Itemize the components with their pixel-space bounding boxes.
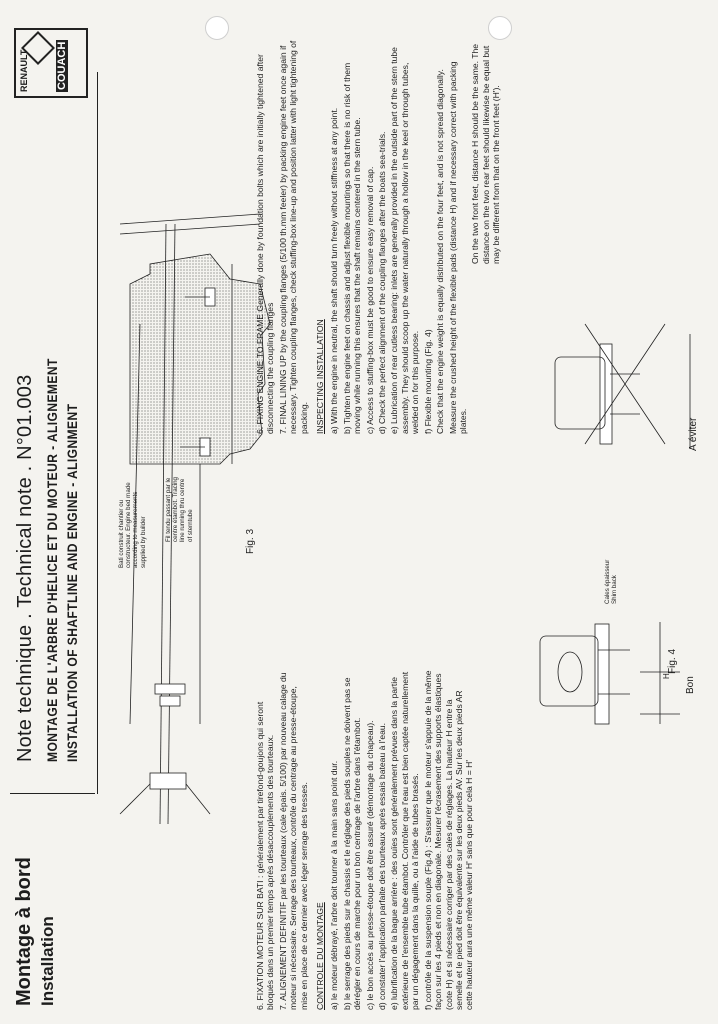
fig4-good-label: Bon <box>685 676 696 694</box>
fr-item-b: b) le serrage des pieds sur le chassis et le réglage des pieds souples ne doivent pas se dérégler en cours de marche pour un bon centrage de l'arbre dans l'étambot. <box>341 677 363 1010</box>
fig3-note-line: Fil tendu passant par le centre étambot. Tracing line running thru centre of sterntube <box>165 476 194 542</box>
fig3-label: Fig. 3 <box>245 528 256 554</box>
fr-paragraph-6: 6. FIXATION MOTEUR SUR BATI : généralement par tirefond-goujons qui seront bloqués dans un premier temps après désaccouplements des tourteaux. <box>255 701 276 1010</box>
fr-item-e: e) lubrification de la bague arrière : des ouïes sont généralement prévues dans la partie extérieure de l'ensemble tube étambot. Contrôler que l'eau est bien captée naturellement par un dégagement dans la quille, ou à l'aide de tubes brasés. <box>389 671 421 1010</box>
fig4-good <box>540 622 680 724</box>
fr-paragraph-7: 7. ALIGNEMENT DEFINITIF par les tourteaux (cale épais. 5/100) par nouveau calage du moteur si nécessaire. Serrage des tourteaux, contrôle du centrage au presse-étoupe, mise en place de ce dernier avec léger serrage des tresses. <box>277 672 309 1010</box>
fig3-note-bed: Bati construit chantier ou constructeur. Engine bed made according to measurements supplied by builder <box>118 482 147 568</box>
fig4-shim-label: Cales épaisseur Shim back <box>604 559 619 604</box>
fig4-avoid-label: A éviter <box>688 417 699 451</box>
subtitle-french: MONTAGE DE L'ARBRE D'HELICE ET DU MOTEUR - ALIGNEMENT <box>44 358 60 762</box>
fig4-avoid <box>555 324 690 449</box>
fig3-engine <box>130 254 270 464</box>
en-item-c: c) Access to stuffing-box must be good to ensure easy removal of cap. <box>364 166 375 434</box>
en-item-d: d) Check the perfect alignment of the coupling flanges after the boats sea-trials. <box>377 131 388 434</box>
fig4-h-label: H <box>662 673 671 679</box>
en-paragraph-7: 7. FINAL LINING UP by the coupling flanges (5/100 th.mm feeler) by packing engine feet once again if necessary. Tighten coupling flanges, check stuffing-box line-up and position latter with light tightening of packing. <box>277 40 309 434</box>
category-line2: Installation <box>38 916 57 1006</box>
en-item-a: a) With the engine in neutral, the shaft should turn freely without stiffness at any point. <box>329 107 340 434</box>
english-column <box>255 39 504 434</box>
fr-heading: CONTROLE DU MONTAGE <box>315 902 326 1010</box>
category-line1: Montage à bord <box>13 857 35 1006</box>
logo-brand: RENAULT <box>19 49 29 92</box>
subtitle-english: INSTALLATION OF SHAFTLINE AND ENGINE - ALIGNMENT <box>64 403 80 762</box>
en-item-e: e) Lubrication of rear cutless bearing: inlets are generally provided in the outside part of the stern tube assembly. They should scoop up the water naturally through a hollow in the keel or through tubes, welded on for this purpose. <box>389 47 421 434</box>
fr-item-f: f) contrôle de la suspension souple (Fig.4) : S'assurer que le moteur s'appuie de la même façon sur les 4 pieds et non en diagonale. Mesurer l'écrasement des supports élastiques (cote H) et si nécessaire corriger par des cales de réglages. La hauteur H entre la semelle et le pied doit être équivalente sur les deux pieds AV. Sur les deux pieds AR cette hauteur aura une même valeur H' sans que pour cela H = H' <box>422 670 475 1010</box>
fr-item-a: a) le moteur débrayé, l'arbre doit tourner à la main sans point dur. <box>329 760 340 1010</box>
en-item-f-measure: Measure the crushed height of the flexible pads (distance H) and if necessary correct with packing plates. <box>447 61 468 434</box>
en-item-f-feet: On the two front feet, distance H should be the same. The distance on the two rear feet should likewise be equal but may be different from that on the front feet (H'). <box>470 43 502 264</box>
french-column <box>255 670 477 1024</box>
logo-sub: COUACH <box>56 41 68 90</box>
en-heading: INSPECTING INSTALLATION <box>315 319 326 434</box>
document-title: Note technique . Technical note . N°01.003 <box>14 374 36 762</box>
en-item-f-check: Check that the engine weight is equally distributed on the four feet, and is not spread diagonally. <box>435 69 446 434</box>
fr-item-d: d) constater l'application parfaite des tourteaux après essais bateau à l'eau. <box>377 722 388 1010</box>
en-paragraph-6: 6. FIXING ENGINE TO FRAME Generally done by foundation bolts which are initially tightened after disconnecting the coupling flanges <box>255 54 276 434</box>
en-item-f: f) Flexible mounting (Fig. 4) <box>422 329 433 434</box>
fr-item-c: c) le bon accès au presse-étoupe doit être assuré (démontage du chapeau). <box>364 720 375 1010</box>
fig4-label: Fig. 4 <box>667 648 678 674</box>
en-item-b: b) Tighten the engine feet on chassis and adjust flexible mountings so that there is no risk of them moving while running this ensures that the shaft remains centered in the stern tube. <box>341 62 363 434</box>
